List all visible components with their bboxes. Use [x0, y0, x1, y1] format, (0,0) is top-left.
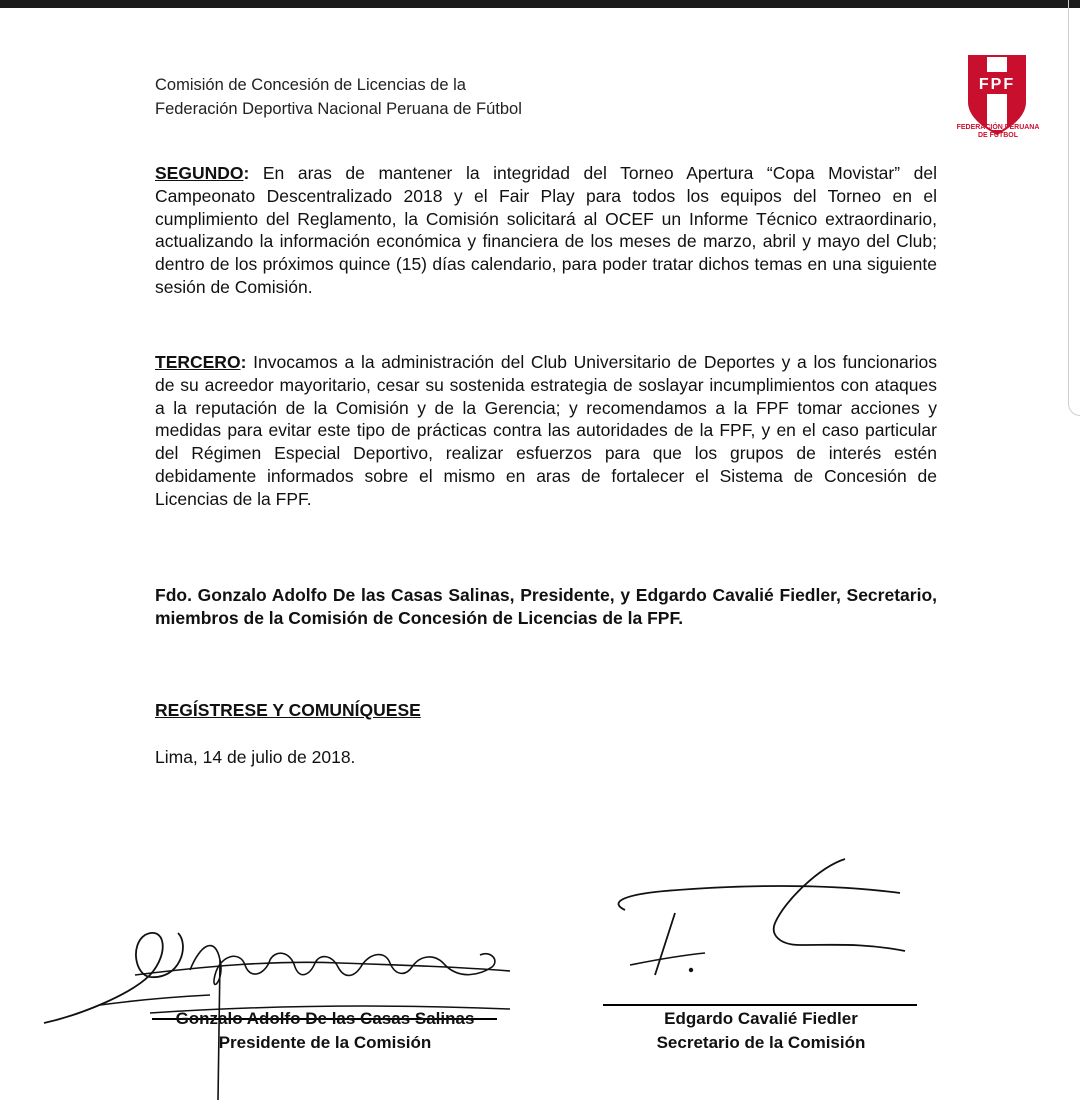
- segundo-label: SEGUNDO: [155, 163, 244, 183]
- fdo-part2: , Secretario, miembros de la Comisión de Concesión de Licencias de la FPF.: [155, 585, 937, 628]
- paragraph-fdo: [155, 584, 937, 630]
- paragraph-segundo: SEGUNDO: En aras de mantener la integridad del Torneo Apertura “Copa Movistar” del Campeonato Descentralizado 2018 y el Fair Play para todos los equipos del Torneo en el cumplimiento del Reglamento, la Comisión solicitará al OCEF un Informe Técnico extraordinario, actualizando la información económica y financiera de los meses de marzo, abril y mayo del Club; dentro de los próximos quince (15) días calendario, para poder tratar dichos temas en una siguiente sesión de Comisión.: [155, 163, 937, 297]
- right-signature-line: [603, 1004, 917, 1006]
- header-line-1: Comisión de Concesión de Licencias de la: [155, 76, 466, 94]
- paragraph-tercero: TERCERO: Invocamos a la administración del Club Universitario de Deportes y a los funcionarios de su acreedor mayoritario, cesar su sostenida estrategia de soslayar incumplimientos con ataques a la reputación de la Comisión y de la Gerencia; y recomendamos a la FPF tomar acciones y medidas para evitar este tipo de prácticas contra las autoridades de la FPF, y en el caso particular del Régimen Especial Deportivo, realizar esfuerzos para que los grupos de interés estén debidamente informados sobre el mismo en aras de fortalecer el Sistema de Concesión de Licencias de la FPF.: [155, 352, 937, 509]
- right-signatory-role: Secretario de la Comisión: [656, 1033, 866, 1052]
- header-line-2: Federación Deportiva Nacional Peruana de Fútbol: [155, 100, 522, 118]
- segundo-text: En aras de mantener la integridad del Torneo Apertura “Copa Movistar” del Campeonato Descentralizado 2018 y el Fair Play para todos los equipos del Torneo en el cumplimiento del Reglamento, la Comisión solicitará al OCEF un Informe Técnico extraordinario, actualizando la información económica y financiera de los meses de marzo, abril y mayo del Club; dentro de los próximos quince (15) días calendario, para poder tratar dichos temas en una siguiente sesión de Comisión.: [155, 163, 937, 297]
- left-handwritten-signature: [40, 905, 520, 1105]
- fdo-part1: Fdo. Gonzalo Adolfo De las Casas Salinas, Presidente, y Edgardo Cavalié Fiedler: [155, 585, 836, 605]
- right-handwritten-signature: [605, 855, 915, 985]
- right-signatory-name: Edgardo Cavalié Fiedler: [664, 1009, 858, 1028]
- registrese-heading: REGÍSTRESE Y COMUNÍQUESE: [155, 700, 421, 720]
- document-header: [155, 73, 522, 121]
- tercero-text: Invocamos a la administración del Club Universitario de Deportes y a los funcionarios de su acreedor mayoritario, cesar su sostenida estrategia de soslayar incumplimientos con ataques a la reputación de la Comisión y de la Gerencia; y recomendamos a la FPF tomar acciones y medidas para evitar este tipo de prácticas contra las autoridades de la FPF, y en el caso particular del Régimen Especial Deportivo, realizar esfuerzos para que los grupos de interés estén debidamente informados sobre el mismo en aras de fortalecer el Sistema de Concesión de Licencias de la FPF.: [155, 352, 937, 509]
- left-signatory: [130, 1007, 520, 1055]
- left-signatory-role: Presidente de la Comisión: [218, 1033, 432, 1052]
- logo-text: FPF: [978, 76, 1016, 93]
- left-signatory-name: Gonzalo Adolfo De las Casas Salinas: [175, 1009, 475, 1028]
- scroll-edge: [1068, 0, 1080, 416]
- tercero-label: TERCERO: [155, 352, 241, 372]
- right-signatory: [603, 1007, 919, 1055]
- top-bar: [0, 0, 1080, 8]
- logo-caption: FEDERACIÓN PERUANA DE FÚTBOL: [956, 124, 1040, 139]
- date-line: Lima, 14 de julio de 2018.: [155, 747, 356, 767]
